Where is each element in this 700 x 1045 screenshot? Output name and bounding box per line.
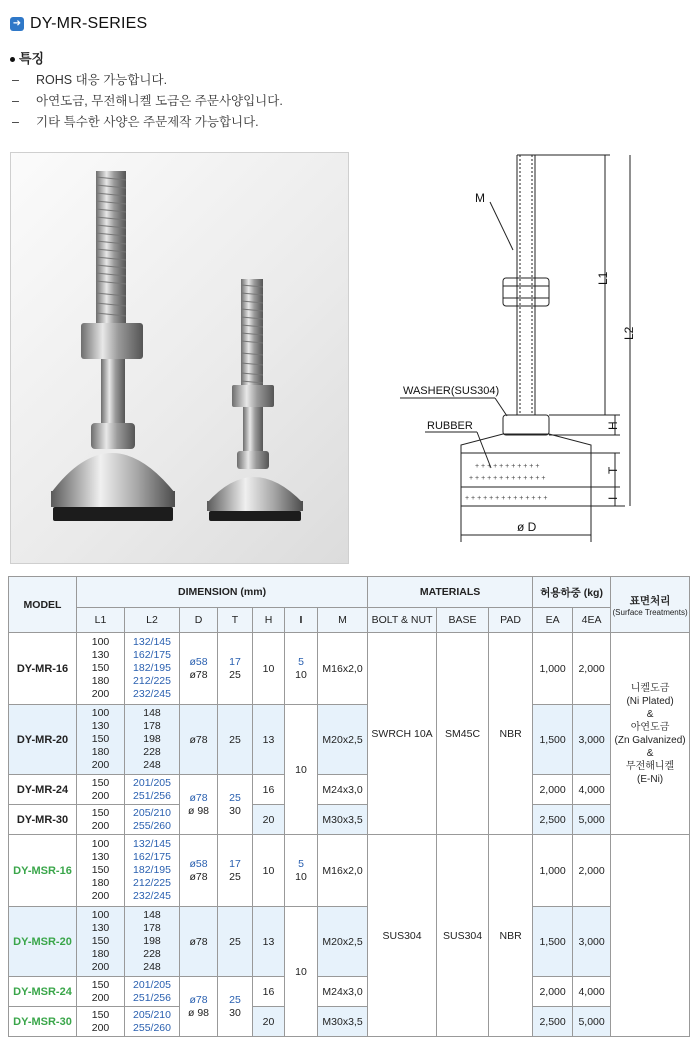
table-row [9,705,690,775]
svg-text:+ + + + + + + + + + +: + + + + + + + + + + + [475,463,540,470]
d-cell: ø58 ø78 [180,633,218,705]
t-cell: 25 [218,907,253,977]
bullet-icon [10,57,15,62]
col-ea: EA [533,608,573,633]
l2-cell: 132/145 162/175 182/195 212/225 232/245 [125,633,180,705]
col-bolt: BOLT & NUT [368,608,437,633]
m-cell: M24x3,0 [318,977,368,1007]
t-cell: 17 25 [218,633,253,705]
m-cell: M20x2,5 [318,907,368,977]
pad-cell: NBR [489,835,533,1037]
ea-cell: 2,000 [533,775,573,805]
surface-cell: 니켈도금 (Ni Plated) & 아연도금 (Zn Galvanized) & 무전해니켈 (E-Ni) [611,633,690,835]
table-row [9,1007,690,1037]
l2-cell: 132/145 162/175 182/195 212/225 232/245 [125,835,180,907]
features-list [12,70,283,133]
label-i: I [606,496,620,500]
m-cell: M30x3,5 [318,805,368,835]
label-washer: WASHER(SUS304) [403,385,500,397]
product-photo [10,152,349,564]
base-cell: SUS304 [437,835,489,1037]
ea4-cell: 3,000 [573,907,611,977]
model-cell: DY-MSR-30 [9,1007,77,1037]
col-d: D [180,608,218,633]
h-cell: 13 [253,907,285,977]
base-cell: SM45C [437,633,489,835]
surface-cell-empty [611,835,690,1037]
h-cell: 16 [253,977,285,1007]
ea4-cell: 5,000 [573,1007,611,1037]
m-cell: M30x3,5 [318,1007,368,1037]
col-i: I [285,608,318,633]
ea4-cell: 2,000 [573,633,611,705]
model-cell: DY-MR-20 [9,705,77,775]
l1-cell: 150 200 [77,775,125,805]
i-cell: 5 10 [285,835,318,907]
table-row [9,775,690,805]
l1-cell: 100 130 150 180 200 [77,907,125,977]
label-d: ø D [517,520,537,534]
col-pad: PAD [489,608,533,633]
t-cell: 25 [218,705,253,775]
table-row [9,977,690,1007]
l1-cell: 150 200 [77,1007,125,1037]
col-base: BASE [437,608,489,633]
col-4ea: 4EA [573,608,611,633]
d-cell: ø58 ø78 [180,835,218,907]
label-l1: L1 [596,271,610,285]
ea-cell: 1,500 [533,907,573,977]
label-t: T [606,466,620,474]
label-h: H [606,421,620,430]
col-l1: L1 [77,608,125,633]
technical-drawing [395,150,655,545]
h-cell: 13 [253,705,285,775]
col-h: H [253,608,285,633]
l1-cell: 100 130 150 180 200 [77,633,125,705]
pad-cell: NBR [489,633,533,835]
ea4-cell: 4,000 [573,977,611,1007]
ea-cell: 2,000 [533,977,573,1007]
col-t: T [218,608,253,633]
ea4-cell: 2,000 [573,835,611,907]
ea-cell: 1,000 [533,633,573,705]
d-cell: ø78 ø 98 [180,775,218,835]
ea4-cell: 3,000 [573,705,611,775]
l2-cell: 148 178 198 228 248 [125,705,180,775]
t-cell: 17 25 [218,835,253,907]
i-cell: 5 10 [285,633,318,705]
l1-cell: 150 200 [77,805,125,835]
i-cell: 10 [285,705,318,835]
page-title [10,12,147,36]
ea-cell: 2,500 [533,805,573,835]
l1-cell: 100 130 150 180 200 [77,705,125,775]
ea-cell: 2,500 [533,1007,573,1037]
label-rubber: RUBBER [427,420,473,432]
col-m: M [318,608,368,633]
table-row [9,907,690,977]
header-load: 허용하중 (kg) [533,577,611,608]
h-cell: 16 [253,775,285,805]
table-row [9,633,690,705]
d-cell: ø78 ø 98 [180,977,218,1037]
model-cell: DY-MR-24 [9,775,77,805]
col-l2: L2 [125,608,180,633]
table-row [9,835,690,907]
h-cell: 20 [253,1007,285,1037]
ea4-cell: 5,000 [573,805,611,835]
bolt-cell: SUS304 [368,835,437,1037]
t-cell: 25 30 [218,977,253,1037]
model-cell: DY-MSR-20 [9,907,77,977]
ea-cell: 1,500 [533,705,573,775]
m-cell: M20x2,5 [318,705,368,775]
l2-cell: 201/205 251/256 [125,775,180,805]
feature-item: – 기타 특수한 사양은 주문제작 가능합니다. [12,115,259,129]
leveling-feet-illustration [11,153,348,563]
label-l2: L2 [622,326,636,340]
l1-cell: 100 130 150 180 200 [77,835,125,907]
h-cell: 20 [253,805,285,835]
header-materials: MATERIALS [368,577,533,608]
m-cell: M16x2,0 [318,835,368,907]
ea4-cell: 4,000 [573,775,611,805]
table-row [9,805,690,835]
l2-cell: 205/210 255/260 [125,1007,180,1037]
i-cell: 10 [285,907,318,1037]
l2-cell: 148 178 198 228 248 [125,907,180,977]
feature-item: – 아연도금, 무전해니켈 도금은 주문사양입니다. [12,94,283,108]
h-cell: 10 [253,633,285,705]
d-cell: ø78 [180,705,218,775]
m-cell: M16x2,0 [318,633,368,705]
model-cell: DY-MSR-24 [9,977,77,1007]
d-cell: ø78 [180,907,218,977]
l2-cell: 201/205 251/256 [125,977,180,1007]
svg-text:+ + + + + + + + + + + + + +: + + + + + + + + + + + + + + [465,495,548,502]
m-cell: M24x3,0 [318,775,368,805]
feature-item: – ROHS 대응 가능합니다. [12,73,168,87]
header-surface: 표면처리 (Surface Treatments) [611,577,690,633]
l2-cell: 205/210 255/260 [125,805,180,835]
header-dimension: DIMENSION (mm) [77,577,368,608]
ea-cell: 1,000 [533,835,573,907]
spec-table [8,576,690,1037]
t-cell: 25 30 [218,775,253,835]
svg-text:+ + + + + + + + + + + + +: + + + + + + + + + + + + + [469,475,546,482]
bolt-cell: SWRCH 10A [368,633,437,835]
model-cell: DY-MR-30 [9,805,77,835]
h-cell: 10 [253,835,285,907]
arrow-right-icon: ➜ [10,17,24,31]
model-cell: DY-MSR-16 [9,835,77,907]
features-heading: 특징 [10,48,44,67]
l1-cell: 150 200 [77,977,125,1007]
dimension-diagram [395,150,655,545]
series-title: DY-MR-SERIES [30,15,148,32]
model-cell: DY-MR-16 [9,633,77,705]
label-m: M [475,191,485,205]
header-model: MODEL [9,577,77,633]
